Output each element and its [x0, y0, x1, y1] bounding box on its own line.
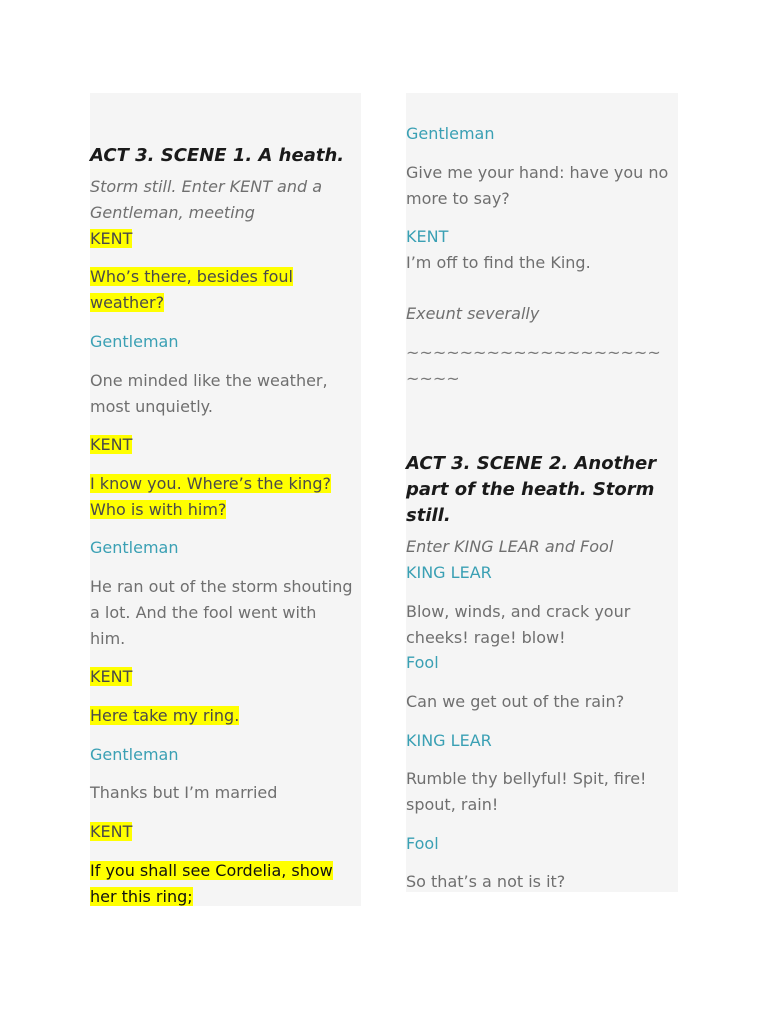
- stage-direction-line: Gentleman, meeting: [90, 203, 255, 222]
- dialogue-line: spout, rain!: [406, 795, 499, 814]
- dialogue-line: Can we get out of the rain?: [406, 692, 625, 711]
- speaker-label: Fool: [406, 834, 439, 853]
- dialogue-line: I know you. Where’s the king?: [90, 474, 331, 493]
- dialogue-line: I’m off to find the King.: [406, 253, 591, 272]
- dialogue-line: Thanks but I’m married: [90, 783, 278, 802]
- dialogue-line: One minded like the weather,: [90, 371, 328, 390]
- dialogue-line: weather?: [90, 293, 165, 312]
- dialogue-line: Who’s there, besides foul: [90, 267, 293, 286]
- right-column: [406, 93, 678, 892]
- speaker-label: KENT: [406, 227, 449, 246]
- dialogue-line: a lot. And the fool went with: [90, 603, 317, 622]
- stage-direction-line: Storm still. Enter KENT and a: [90, 177, 323, 196]
- dialogue-line: cheeks! rage! blow!: [406, 628, 566, 647]
- speaker-label: KENT: [90, 435, 133, 454]
- dialogue-line: Who is with him?: [90, 500, 227, 519]
- dialogue-line: Here take my ring.: [90, 706, 240, 725]
- scene-divider: ~~~~~~~~~~~~~~~~~~~: [406, 343, 661, 362]
- speaker-label: KING LEAR: [406, 731, 492, 750]
- dialogue-line: He ran out of the storm shouting: [90, 577, 353, 596]
- speaker-label: KENT: [90, 667, 133, 686]
- speaker-label: KING LEAR: [406, 563, 492, 582]
- scene-2-heading: part of the heath. Storm: [406, 479, 655, 500]
- speaker-label: KENT: [90, 229, 133, 248]
- scene-divider: ~~~~: [406, 369, 460, 388]
- speaker-label: Gentleman: [90, 745, 179, 764]
- dialogue-line: more to say?: [406, 189, 510, 208]
- scene-2-heading: still.: [406, 505, 451, 526]
- speaker-label: Fool: [406, 653, 439, 672]
- speaker-label: KENT: [90, 822, 133, 841]
- dialogue-line: So that’s a not is it?: [406, 872, 566, 891]
- speaker-label: Gentleman: [90, 332, 179, 351]
- dialogue-line: her this ring;: [90, 887, 193, 906]
- dialogue-line: most unquietly.: [90, 397, 213, 416]
- stage-direction-line: Enter KING LEAR and Fool: [406, 537, 614, 556]
- scene-1-heading: ACT 3. SCENE 1. A heath.: [90, 145, 345, 166]
- scene-2-heading: ACT 3. SCENE 2. Another: [406, 453, 657, 474]
- dialogue-line: Rumble thy bellyful! Spit, fire!: [406, 769, 647, 788]
- left-column: [90, 93, 361, 906]
- speaker-label: Gentleman: [90, 538, 179, 557]
- stage-direction-line: Exeunt severally: [406, 304, 540, 323]
- dialogue-line: If you shall see Cordelia, show: [90, 861, 333, 880]
- dialogue-line: Give me your hand: have you no: [406, 163, 669, 182]
- dialogue-line: Blow, winds, and crack your: [406, 602, 631, 621]
- speaker-label: Gentleman: [406, 124, 495, 143]
- dialogue-line: him.: [90, 629, 126, 648]
